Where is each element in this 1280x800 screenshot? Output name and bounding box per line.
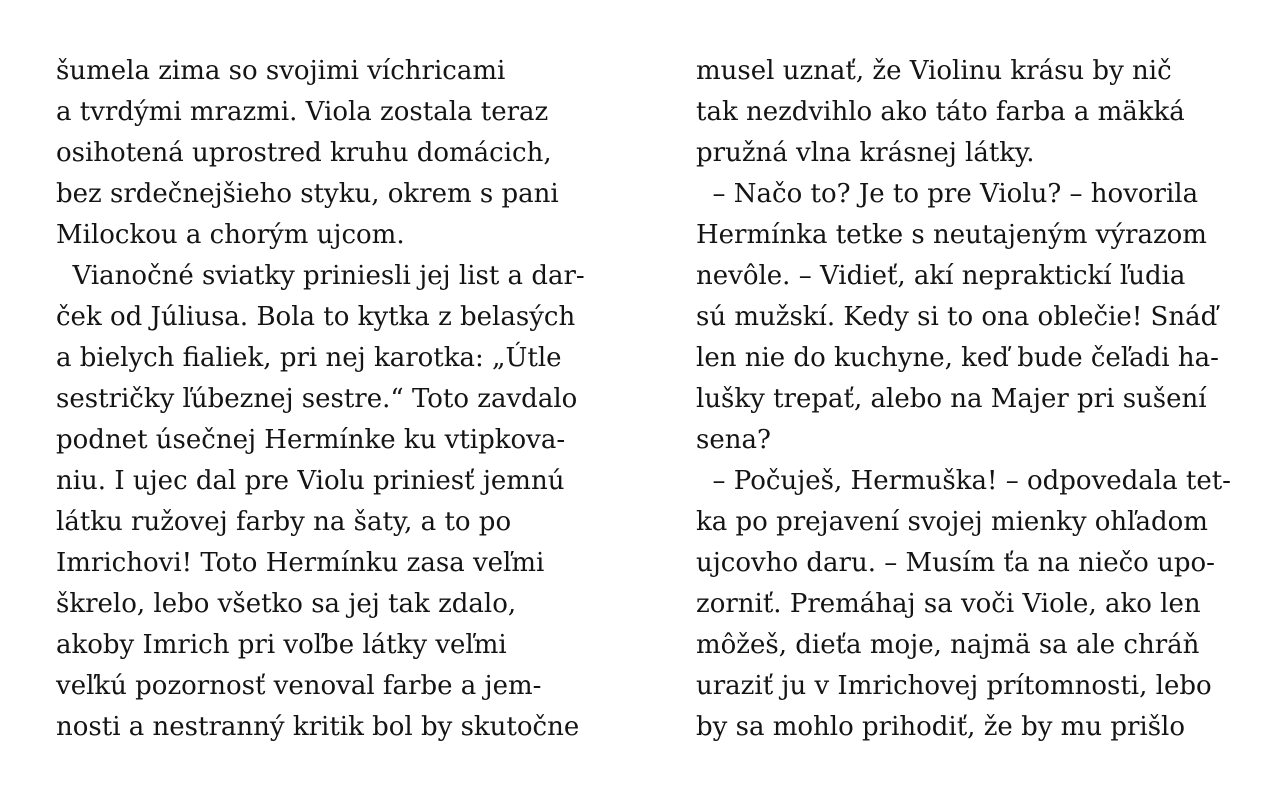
text-line: pružná vlna krásnej látky.	[696, 138, 1035, 168]
text-line: Imrichovi! Toto Hermínku zasa veľmi	[56, 548, 545, 578]
text-line: lušky trepať, alebo na Majer pri sušení	[696, 384, 1207, 414]
text-line: nevôle. – Vidieť, akí nepraktickí ľudia	[696, 261, 1186, 291]
text-line: – Počuješ, Hermuška! – odpovedala tet-	[696, 466, 1231, 496]
text-line: osihotená uprostred kruhu domácich,	[56, 138, 552, 168]
text-line: uraziť ju v Imrichovej prítomnosti, lebo	[696, 671, 1212, 701]
text-line: Vianočné sviatky priniesli jej list a dar-	[56, 261, 585, 291]
text-line: ujcovho daru. – Musím ťa na niečo upo-	[696, 548, 1215, 578]
text-line: sestričky ľúbeznej sestre.“ Toto zavdalo	[56, 384, 578, 414]
text-line: sú mužskí. Kedy si to ona oblečie! Snáď	[696, 302, 1218, 332]
text-line: podnet úsečnej Hermínke ku vtipkova-	[56, 425, 566, 455]
text-line: škrelo, lebo všetko sa jej tak zdalo,	[56, 589, 517, 619]
text-line: veľkú pozornosť venoval farbe a jem-	[56, 671, 542, 701]
text-line: Hermínka tetke s neutajeným výrazom	[696, 220, 1207, 250]
text-line: Milockou a chorým ujcom.	[56, 220, 405, 250]
text-line: by sa mohlo prihodiť, že by mu prišlo	[696, 712, 1186, 742]
text-line: a bielych fialiek, pri nej karotka: „Útle	[56, 343, 562, 373]
right-page-text	[696, 51, 1256, 748]
text-line: látku ružovej farby na šaty, a to po	[56, 507, 512, 537]
text-line: tak nezdvihlo ako táto farba a mäkká	[696, 97, 1185, 127]
text-line: ček od Júliusa. Bola to kytka z belasých	[56, 302, 576, 332]
text-line: sena?	[696, 425, 771, 455]
text-line: len nie do kuchyne, keď bude čeľadi ha-	[696, 343, 1219, 373]
text-line: ka po prejavení svojej mienky ohľadom	[696, 507, 1208, 537]
text-line: – Načo to? Je to pre Violu? – hovorila	[696, 179, 1199, 209]
text-line: a tvrdými mrazmi. Viola zostala teraz	[56, 97, 549, 127]
text-line: bez srdečnejšieho styku, okrem s pani	[56, 179, 559, 209]
text-line: nosti a nestranný kritik bol by skutočne	[56, 712, 580, 742]
left-page-text	[56, 51, 616, 748]
text-line: šumela zima so svojimi víchricami	[56, 56, 506, 86]
text-line: zorniť. Premáhaj sa voči Viole, ako len	[696, 589, 1201, 619]
text-line: akoby Imrich pri voľbe látky veľmi	[56, 630, 507, 660]
text-line: niu. I ujec dal pre Violu priniesť jemnú	[56, 466, 565, 496]
text-line: musel uznať, že Violinu krásu by nič	[696, 56, 1172, 86]
text-line: môžeš, dieťa moje, najmä sa ale chráň	[696, 630, 1200, 660]
